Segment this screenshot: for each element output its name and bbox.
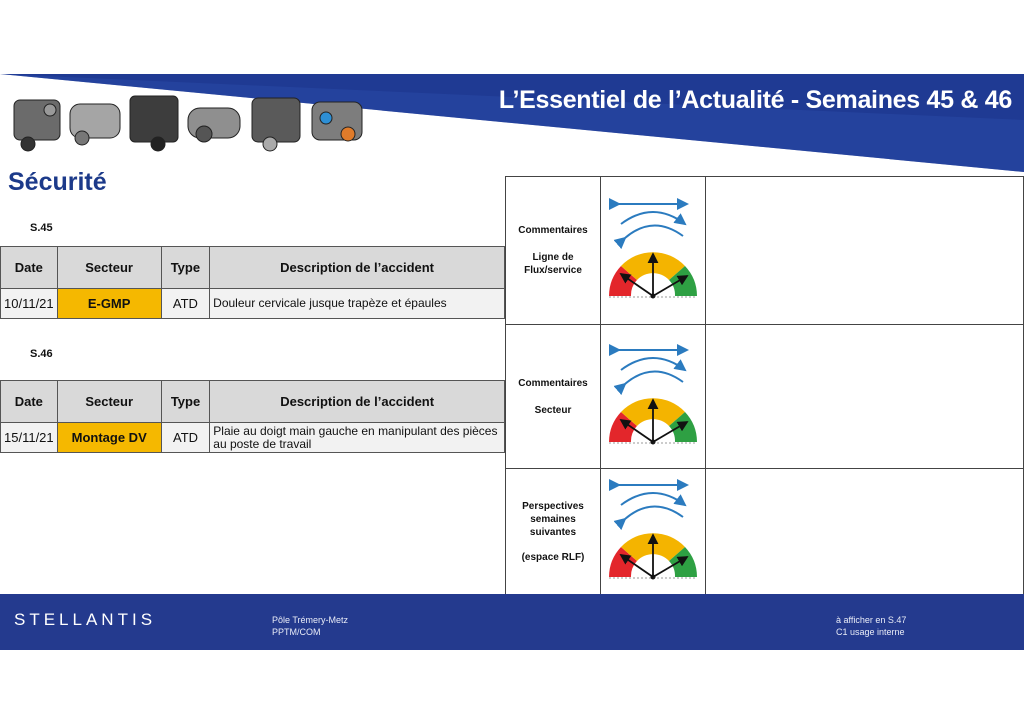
col-description: Description de l’accident: [210, 247, 505, 289]
col-description: Description de l’accident: [210, 381, 505, 423]
cell-date: 10/11/21: [1, 289, 58, 319]
gauge-label-line: Commentaires: [518, 225, 588, 236]
comment-area[interactable]: [706, 469, 1023, 594]
engine-images: [8, 88, 378, 158]
footer-classification: C1 usage interne: [836, 627, 905, 637]
col-type: Type: [161, 247, 210, 289]
gauge-label: [506, 325, 601, 468]
gauge-grid: [505, 176, 1024, 595]
gauge-row-perspectives: [506, 469, 1023, 594]
cell-description: Douleur cervicale jusque trapèze et épaules: [210, 289, 505, 319]
footer-site-info: [272, 614, 348, 638]
footer-display: à afficher en S.47: [836, 615, 907, 625]
col-type: Type: [161, 381, 210, 423]
week-label-s46: S.46: [30, 348, 53, 360]
gauge-meter-icon: [605, 477, 701, 587]
accident-table-s45: [0, 246, 505, 319]
stellantis-logo: STELLANTIS: [14, 610, 157, 629]
col-date: Date: [1, 381, 58, 423]
footer: [0, 594, 1024, 650]
gauge-label-line: (espace RLF): [521, 551, 585, 563]
footer-display-info: [836, 614, 906, 638]
col-secteur: Secteur: [57, 381, 161, 423]
gauge-label-line: Ligne de: [532, 252, 574, 263]
gauge-label-line: Secteur: [534, 404, 572, 416]
week-label-s45: S.45: [30, 222, 53, 234]
gauge-label-line: Flux/service: [524, 265, 582, 276]
gauge-label: [506, 469, 601, 594]
gauge-label-line: Perspectives semaines suivantes: [522, 500, 584, 538]
col-date: Date: [1, 247, 58, 289]
gauge-cell: [601, 469, 706, 594]
footer-dept: PPTM/COM: [272, 627, 321, 637]
gauge-row-secteur: [506, 325, 1023, 469]
cell-secteur: E-GMP: [57, 289, 161, 319]
footer-site: Pôle Trémery-Metz: [272, 615, 349, 625]
col-secteur: Secteur: [57, 247, 161, 289]
cell-type: ATD: [161, 423, 210, 453]
cell-type: ATD: [161, 289, 210, 319]
section-title: Sécurité: [8, 168, 107, 196]
page-title: L’Essentiel de l’Actualité - Semaines 45 & 46: [498, 86, 1012, 114]
comment-area[interactable]: [706, 325, 1023, 468]
gauge-cell: [601, 325, 706, 468]
gauge-label: [506, 177, 601, 324]
accident-table-s46: [0, 380, 505, 453]
table-row: [1, 423, 505, 453]
comment-area[interactable]: [706, 177, 1023, 324]
cell-secteur: Montage DV: [57, 423, 161, 453]
gauge-label-line: Commentaires: [518, 377, 588, 389]
cell-description: Plaie au doigt main gauche en manipulant des pièces au poste de travail: [210, 423, 505, 453]
gauge-meter-icon: [605, 342, 701, 452]
gauge-cell: [601, 177, 706, 324]
table-row: [1, 289, 505, 319]
gauge-row-flux: [506, 177, 1023, 325]
gauge-meter-icon: [605, 196, 701, 306]
cell-date: 15/11/21: [1, 423, 58, 453]
